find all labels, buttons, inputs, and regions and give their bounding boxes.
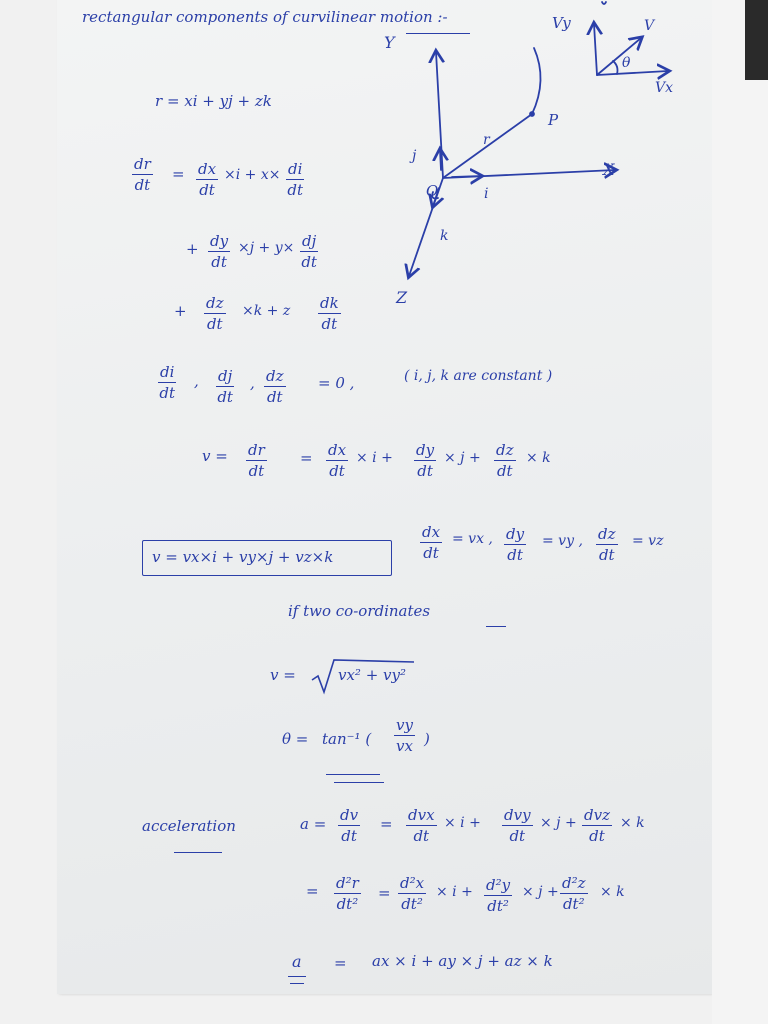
const-di-fraction: $\frac{di}{dt}$ — [159, 363, 176, 402]
boxed-velocity: v = vx×i + vy×j + vz×k — [152, 548, 334, 566]
accel3-eq: = — [334, 954, 347, 972]
comp-r3: = vz — [632, 533, 664, 549]
const-dz-fraction: $\frac{dz}{dt}$ — [266, 367, 284, 406]
inset-vy-label: Vy — [552, 14, 571, 32]
accel3-lhs: a — [292, 952, 302, 971]
unit-j-label: j — [412, 148, 417, 164]
angle-double-rule-2 — [334, 782, 384, 783]
radius-label: r — [483, 132, 490, 148]
vel-dx-fraction: $\frac{dx}{dt}$ — [328, 441, 347, 480]
two-coordinates-note: if two co-ordinates — [288, 602, 431, 620]
unit-i-label: i — [484, 186, 489, 202]
inset-vx-label: Vx — [655, 80, 674, 96]
line2-mid: ×j + y× — [238, 240, 295, 256]
point-p-label: P — [548, 111, 559, 129]
accel1-term3: × k — [620, 815, 645, 831]
accel3-rhs: ax × i + ay × j + az × k — [372, 952, 553, 970]
position-equation: r = xi + yj + zk — [155, 92, 272, 110]
vel-term3: × k — [526, 450, 551, 466]
accel2-term2: × j + — [522, 884, 559, 900]
vel-term2: × j + — [444, 450, 481, 466]
angle-fn: tan⁻¹ ( — [322, 730, 372, 748]
comp-dy-fraction: $\frac{dy}{dt}$ — [506, 525, 525, 564]
magnitude-lhs: v = — [270, 666, 296, 684]
vel-drdt-fraction: $\frac{dr}{dt}$ — [248, 441, 265, 480]
drdt-equals: = — [172, 165, 185, 183]
accel2-d2x-fraction: $\frac{\text{d²x}}{\text{dt²}}$ — [400, 874, 425, 913]
accel1-term1: × i + — [444, 815, 481, 831]
accel2-term3: × k — [600, 884, 625, 900]
magnitude-radicand: vx² + vy² — [338, 666, 407, 684]
angle-double-rule-1 — [326, 774, 380, 775]
vel-dz-fraction: $\frac{dz}{dt}$ — [496, 441, 514, 480]
accel2-d2y-fraction: $\frac{\text{d²y}}{\text{dt²}}$ — [486, 876, 511, 915]
accel3-underline-1 — [288, 976, 306, 977]
angle-fraction: $\frac{vy}{vx}$ — [396, 716, 413, 755]
accel3-underline-2 — [290, 983, 304, 984]
vel-eq: = — [300, 449, 313, 467]
accel2-eq: = — [378, 884, 391, 902]
const-note: ( i, j, k are constant ) — [404, 368, 553, 384]
x-axis-label: X — [603, 160, 615, 179]
accel1-eq: = — [380, 815, 393, 833]
line2-dj-fraction: $\frac{dj}{dt}$ — [301, 232, 317, 271]
inset-theta-label: θ — [622, 55, 631, 71]
comp-dz-fraction: $\frac{dz}{dt}$ — [598, 525, 616, 564]
line1-di-fraction: $\frac{di}{dt}$ — [287, 160, 304, 199]
origin-label: O — [426, 182, 439, 200]
accel1-dvdt-fraction: $\frac{dv}{dt}$ — [340, 806, 359, 845]
vel-term1: × i + — [356, 450, 393, 466]
line1-dx-fraction: $\frac{dx}{dt}$ — [198, 160, 217, 199]
acceleration-underline — [174, 852, 222, 853]
const-sep-2: , — [250, 374, 255, 392]
comp-r1: = vx , — [452, 531, 493, 547]
line3-plus: + — [174, 302, 187, 320]
unit-k-label: k — [440, 228, 449, 244]
accel1-lhs: a = — [300, 815, 327, 833]
z-axis-label: Z — [396, 288, 408, 307]
accel1-term2: × j + — [540, 815, 577, 831]
comp-r2: = vy , — [542, 533, 583, 549]
comp-dx-fraction: $\frac{dx}{dt}$ — [422, 523, 441, 562]
accel2-d2z-fraction: $\frac{\text{d²z}}{\text{dt²}}$ — [562, 874, 586, 913]
const-sep-1: , — [194, 372, 199, 390]
angle-lhs: θ = — [282, 730, 309, 748]
vel-dy-fraction: $\frac{dy}{dt}$ — [416, 441, 435, 480]
line3-dz-fraction: $\frac{dz}{dt}$ — [206, 294, 224, 333]
line3-dk-fraction: $\frac{dk}{dt}$ — [320, 294, 339, 333]
line2-plus: + — [186, 240, 199, 258]
acceleration-label: acceleration — [142, 817, 236, 835]
page-heading: rectangular components of curvilinear motion :- — [82, 8, 448, 26]
accel2-lead: = — [306, 882, 319, 900]
y-axis-label: Y — [384, 33, 395, 52]
line1-mid: ×i + x× — [224, 167, 281, 183]
vel-lhs: v = — [202, 447, 228, 465]
accel1-dvx-fraction: dvx dt — [408, 806, 435, 845]
accel2-d2r-fraction: $\frac{\text{d²r}}{\text{dt²}}$ — [336, 874, 359, 913]
inset-v-label: V — [644, 18, 655, 34]
angle-close: ) — [424, 730, 430, 748]
const-equals-zero: = 0 , — [318, 374, 355, 392]
line2-dy-fraction: $\frac{dy}{dt}$ — [210, 232, 229, 271]
line3-mid: ×k + z — [242, 303, 291, 319]
const-dj-fraction: $\frac{dj}{dt}$ — [217, 367, 233, 406]
accel1-dvy-fraction: dvy dt — [504, 806, 531, 845]
drdt-lhs-fraction: $\frac{dr}{dt}$ — [134, 155, 151, 194]
accel1-dvz-fraction: dvz dt — [584, 806, 610, 845]
accel2-term1: × i + — [436, 884, 473, 900]
